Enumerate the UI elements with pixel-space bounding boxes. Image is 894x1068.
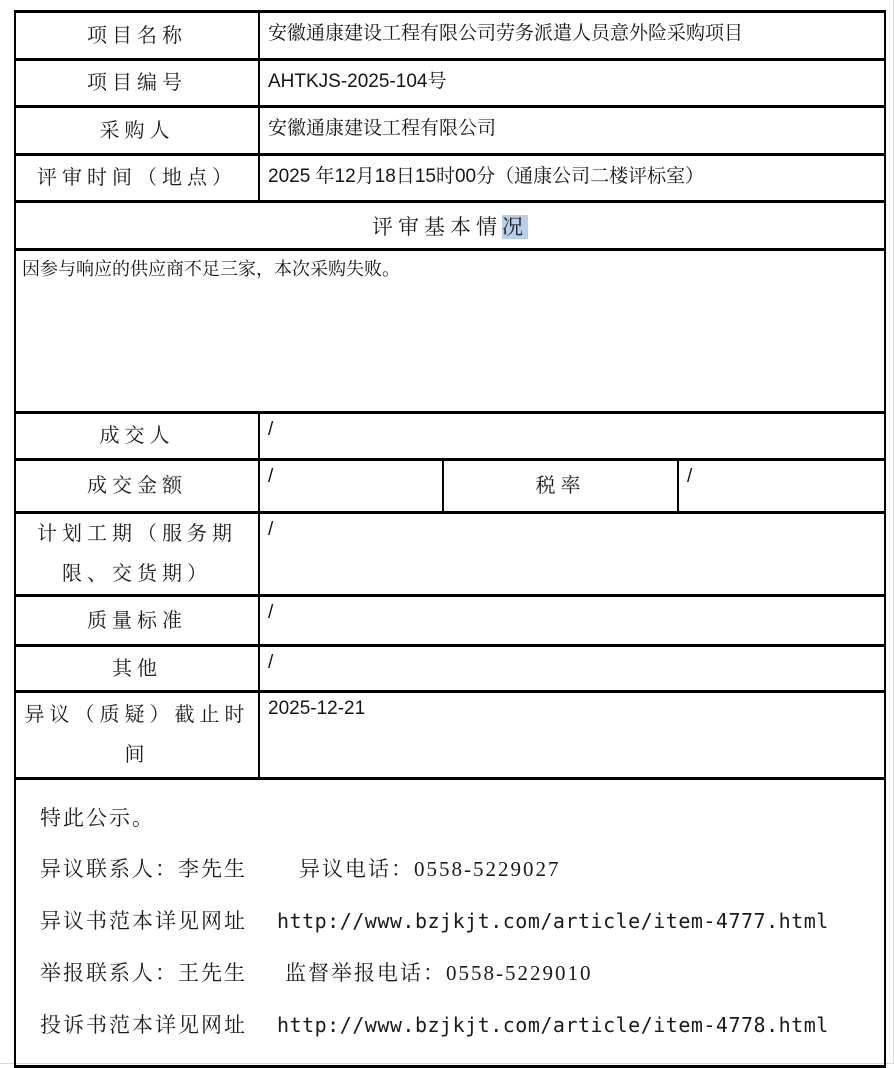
highlighted-char: 况 — [502, 214, 529, 239]
report-contact-line — [40, 961, 874, 985]
table-row-footer — [15, 779, 885, 1067]
table-row-duration — [15, 513, 885, 596]
duration-label: 计划工期（服务期限、交货期） — [15, 513, 259, 596]
objection-deadline-value: 2025-12-21 — [259, 692, 885, 779]
tax-rate-label: 税率 — [443, 460, 678, 513]
review-time-label: 评审时间（地点） — [15, 155, 259, 202]
footer-section — [15, 779, 885, 1067]
report-phone: 监督举报电话：0558-5229010 — [285, 961, 593, 985]
table-row-amount-tax — [15, 460, 885, 513]
objection-contact-line — [40, 857, 874, 881]
table-row-review-summary — [15, 250, 885, 413]
project-number-value: AHTKJS-2025-104号 — [259, 60, 885, 107]
purchaser-value: 安徽通康建设工程有限公司 — [259, 107, 885, 155]
duration-value: / — [259, 513, 885, 596]
other-label: 其他 — [15, 646, 259, 692]
table-row-purchaser — [15, 107, 885, 155]
objection-phone: 异议电话：0558-5229027 — [299, 857, 561, 881]
complaint-template-line — [40, 1013, 874, 1037]
complaint-template-label: 投诉书范本详见网址 — [40, 1013, 247, 1037]
section-header-text: 评审基本情 — [372, 214, 503, 239]
amount-value: / — [259, 460, 443, 513]
quality-value: / — [259, 596, 885, 646]
purchaser-label: 采购人 — [15, 107, 259, 155]
objection-template-url: http://www.bzjkjt.com/article/item-4777.html — [277, 909, 829, 933]
section-header — [15, 202, 885, 250]
quality-label: 质量标准 — [15, 596, 259, 646]
review-time-value: 2025 年12月18日15时00分（通康公司二楼评标室） — [259, 155, 885, 202]
winner-value: / — [259, 413, 885, 460]
table-row-review-time — [15, 155, 885, 202]
winner-label: 成交人 — [15, 413, 259, 460]
objection-contact: 异议联系人：李先生 — [40, 857, 247, 881]
project-name-label: 项目名称 — [15, 12, 259, 60]
table-row-other — [15, 646, 885, 692]
objection-template-label: 异议书范本详见网址 — [40, 909, 247, 933]
objection-deadline-label: 异议（质疑）截止时间 — [15, 692, 259, 779]
table-row-winner — [15, 413, 885, 460]
table-row-section-header — [15, 202, 885, 250]
review-announcement-table — [14, 10, 886, 1068]
project-name-value: 安徽通康建设工程有限公司劳务派遣人员意外险采购项目 — [259, 12, 885, 60]
objection-template-line — [40, 909, 874, 933]
table-row-objection-deadline — [15, 692, 885, 779]
report-contact: 举报联系人：王先生 — [40, 961, 247, 985]
review-summary-text: 因参与响应的供应商不足三家，本次采购失败。 — [15, 250, 885, 413]
amount-label: 成交金额 — [15, 460, 259, 513]
other-value: / — [259, 646, 885, 692]
notice-text: 特此公示。 — [40, 806, 155, 830]
project-number-label: 项目编号 — [15, 60, 259, 107]
table-row-quality — [15, 596, 885, 646]
table-row-project-name — [15, 12, 885, 60]
table-row-project-number — [15, 60, 885, 107]
tax-rate-value: / — [678, 460, 885, 513]
complaint-template-url: http://www.bzjkjt.com/article/item-4778.html — [277, 1013, 829, 1037]
